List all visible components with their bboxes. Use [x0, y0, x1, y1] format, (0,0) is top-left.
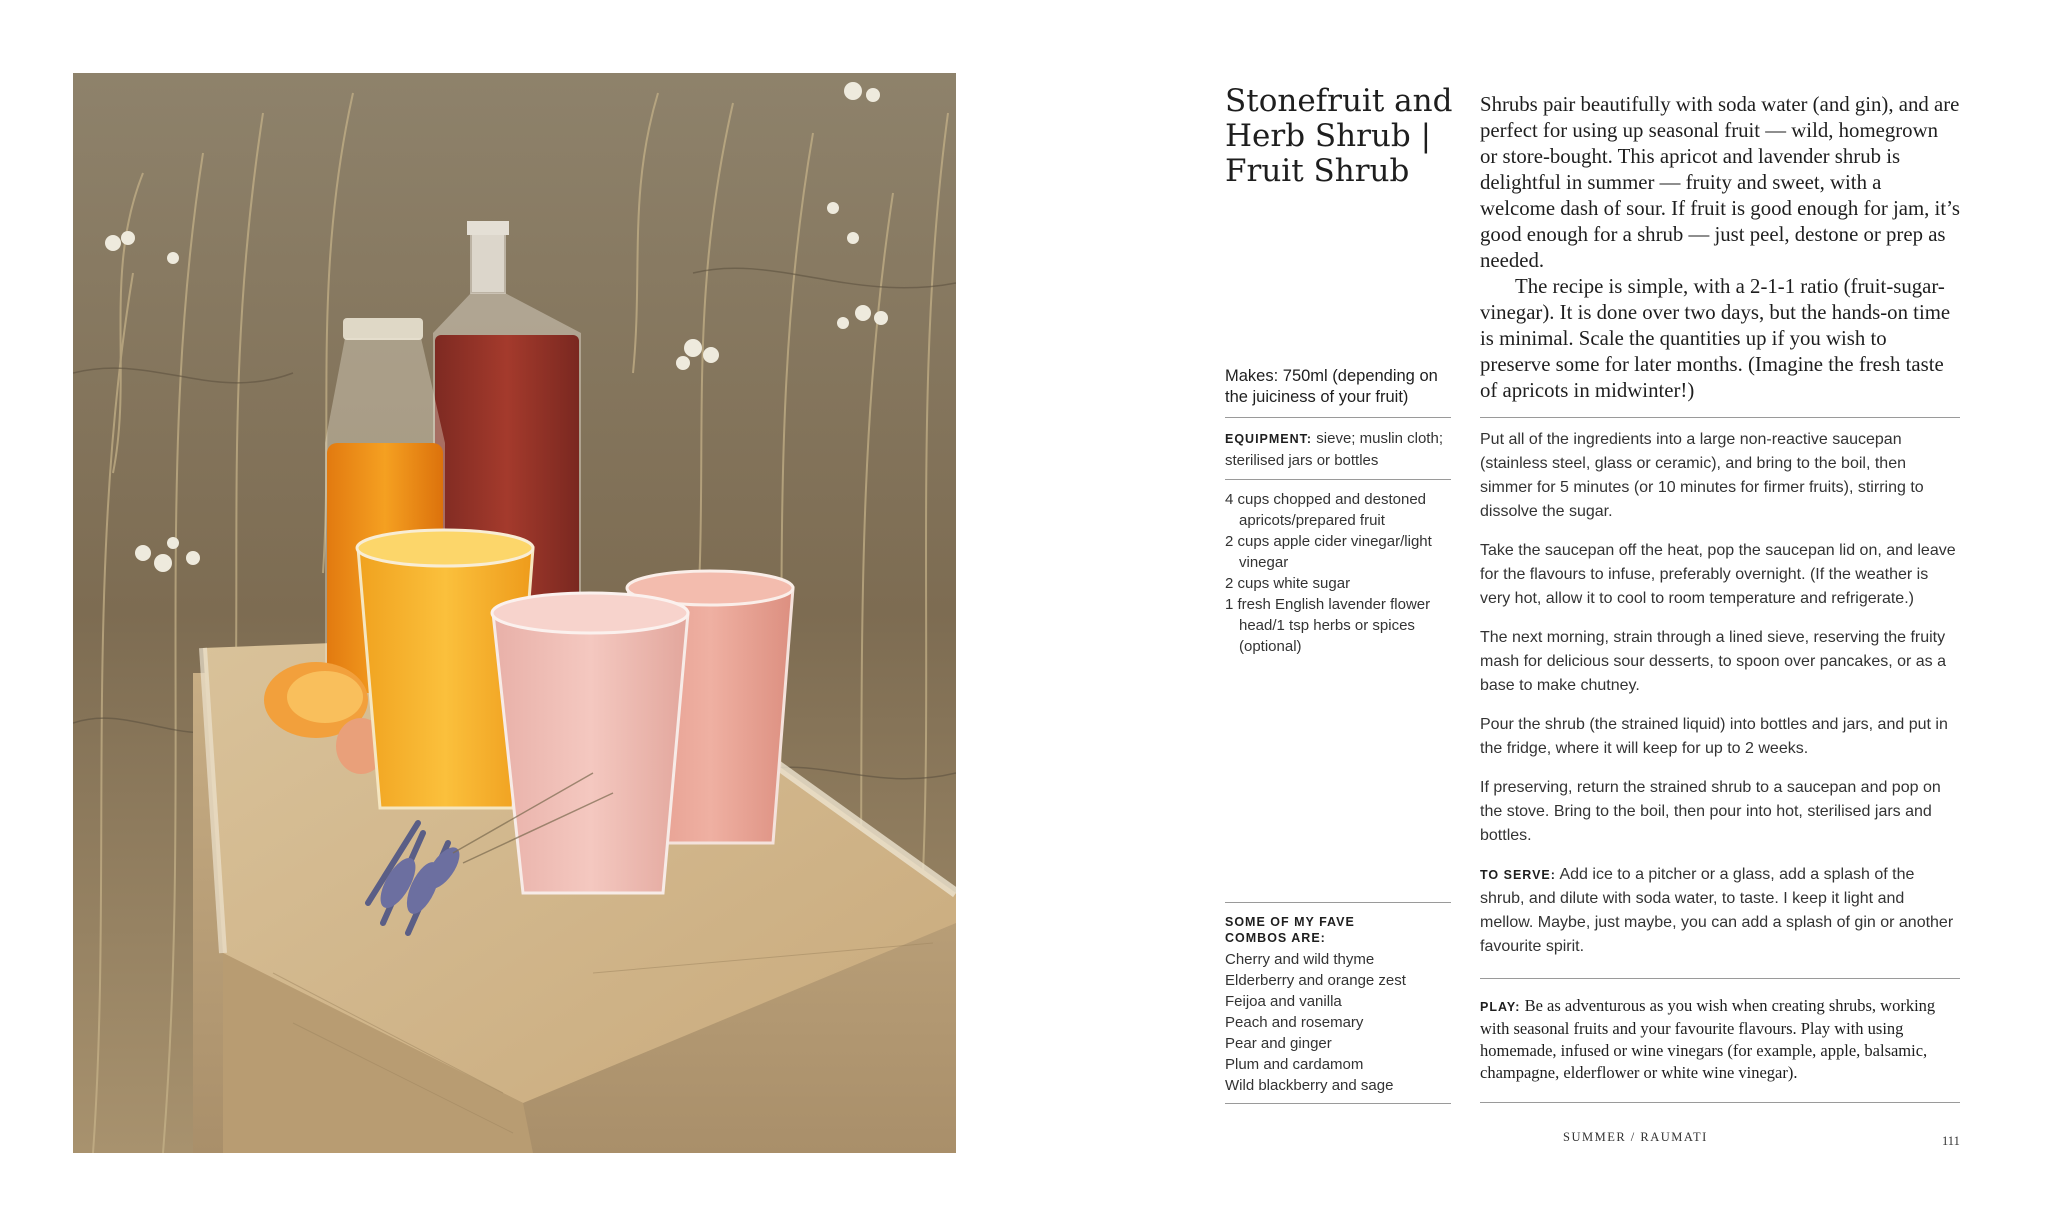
ingredient-item: 2 cups apple cider vinegar/light vinegar: [1225, 533, 1432, 571]
page-number: 111: [1942, 1134, 1960, 1148]
combo-item: Plum and cardamom: [1225, 1056, 1364, 1073]
method-paragraph: If preserving, return the strained shrub to a saucepan and pop on the stove. Bring to the boil, then pour into hot, sterilised jars and bottles.: [1480, 779, 1941, 844]
method-paragraph: Pour the shrub (the strained liquid) into bottles and jars, and put in the fridge, where it will keep for up to 2 weeks.: [1480, 716, 1948, 757]
fave-heading-line: SOME OF MY FAVE: [1225, 915, 1355, 929]
divider: [1480, 978, 1960, 979]
recipe-photo: [73, 73, 956, 1153]
combo-item: Peach and rosemary: [1225, 1014, 1364, 1031]
play-note: [1480, 995, 1960, 1084]
method-steps: [1480, 428, 1960, 974]
combo-item: Wild blackberry and sage: [1225, 1077, 1394, 1094]
play-text: Be as adventurous as you wish when creating shrubs, working with seasonal fruits and your favourite flavours. Play with using homemade, infused or wine vinegars (for example, apple, balsamic, champagne, elderflower or white wine vinegar).: [1480, 996, 1936, 1082]
recipe-intro: [1480, 92, 1960, 404]
equipment-label: EQUIPMENT:: [1225, 432, 1313, 446]
play-label: PLAY:: [1480, 1000, 1521, 1014]
divider: [1225, 479, 1451, 480]
method-paragraph: Put all of the ingredients into a large non-reactive saucepan (stainless steel, glass or ceramic), and bring to the boil, then simmer for 5 minutes (or 10 minutes for firmer fruits), stirring to dissolve the sugar.: [1480, 431, 1924, 520]
divider: [1225, 417, 1451, 418]
equipment-text: sieve; muslin cloth; sterilised jars or bottles: [1225, 430, 1443, 469]
recipe-title: Stonefruit and Herb Shrub | Fruit Shrub: [1225, 83, 1453, 189]
to-serve-label: TO SERVE:: [1480, 868, 1556, 882]
ingredient-item: 2 cups white sugar: [1225, 575, 1351, 592]
ingredients-list: [1225, 489, 1451, 657]
fave-heading: [1225, 914, 1451, 946]
yield-note: Makes: 750ml (depending on the juiciness of your fruit): [1225, 367, 1438, 406]
method-paragraph: Take the saucepan off the heat, pop the saucepan lid on, and leave for the flavours to infuse, preferably overnight. (If the weather is very hot, allow it to cool to room temperature and refrigerate.): [1480, 542, 1956, 607]
to-serve-text: Add ice to a pitcher or a glass, add a splash of the shrub, and dilute with soda water, to taste. I keep it light and mellow. Maybe, just maybe, you can add a splash of gin or another favourite spirit.: [1480, 866, 1954, 955]
combo-item: Cherry and wild thyme: [1225, 951, 1375, 968]
divider: [1480, 417, 1960, 418]
combo-item: Elderberry and orange zest: [1225, 972, 1406, 989]
running-footer: SUMMER / RAUMATI: [1563, 1130, 1708, 1144]
combo-item: Feijoa and vanilla: [1225, 993, 1342, 1010]
method-paragraph: The next morning, strain through a lined sieve, reserving the fruity mash for delicious sour desserts, to spoon over pancakes, or as a base to make chutney.: [1480, 629, 1947, 694]
divider: [1225, 1103, 1451, 1104]
divider: [1480, 1102, 1960, 1103]
combo-item: Pear and ginger: [1225, 1035, 1332, 1052]
divider: [1225, 902, 1451, 903]
serving-paragraph: [1480, 863, 1960, 959]
fave-heading-line: COMBOS ARE:: [1225, 931, 1326, 945]
ingredient-item: 4 cups chopped and destoned apricots/prepared fruit: [1225, 491, 1426, 529]
fave-combos: [1225, 914, 1451, 1096]
equipment-block: [1225, 428, 1451, 471]
ingredient-item: 1 fresh English lavender flower head/1 tsp herbs or spices (optional): [1225, 596, 1431, 655]
intro-paragraph: The recipe is simple, with a 2-1-1 ratio (fruit-sugar-vinegar). It is done over two days, but the hands-on time is minimal. Scale the quantities up if you wish to preserve some for later months. (Imagine the fresh taste of apricots in midwinter!): [1480, 275, 1951, 402]
intro-paragraph: Shrubs pair beautifully with soda water (and gin), and are perfect for using up seasonal fruit — wild, homegrown or store-bought. This apricot and lavender shrub is delightful in summer — fruity and sweet, with a welcome dash of sour. If fruit is good enough for jam, it’s good enough for a shrub — just peel, destone or prep as needed.: [1480, 93, 1960, 272]
